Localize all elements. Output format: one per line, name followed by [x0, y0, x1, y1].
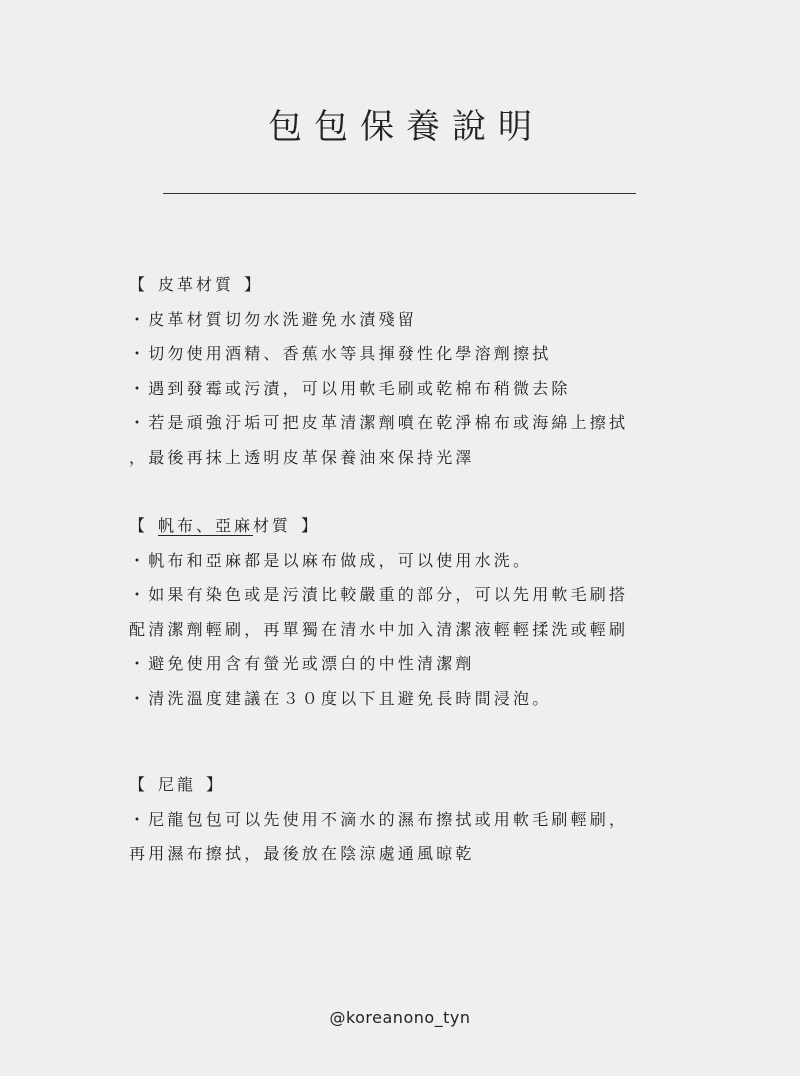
- section-nylon: [129, 768, 689, 872]
- open-bracket: 【: [129, 775, 149, 794]
- instruction-line: ・尼龍包包可以先使用不滴水的濕布擦拭或用軟毛刷輕刷，: [129, 809, 629, 829]
- close-bracket: 】: [301, 516, 321, 535]
- instruction-line: ・遇到發霉或污漬，可以用軟毛刷或乾棉布稍微去除: [129, 378, 571, 398]
- instruction-line: ・避免使用含有螢光或漂白的中性清潔劑: [129, 654, 475, 673]
- title-divider: [163, 193, 636, 194]
- section-spacer: [129, 475, 689, 509]
- instruction-line: ・帆布和亞麻都是以麻布做成，可以使用水洗。: [129, 550, 533, 570]
- section-heading-nylon: [129, 768, 689, 803]
- heading-text: 尼龍: [158, 775, 197, 794]
- heading-text: 材質: [253, 516, 292, 535]
- open-bracket: 【: [129, 516, 149, 535]
- close-bracket: 】: [244, 275, 264, 294]
- section-spacer: [129, 716, 689, 768]
- page-title: 包包保養說明: [268, 107, 544, 147]
- open-bracket: 【: [129, 275, 149, 294]
- instruction-line: ・若是頑強汙垢可把皮革清潔劑噴在乾淨棉布或海綿上擦拭: [129, 413, 629, 432]
- section-heading-canvas: [129, 509, 689, 544]
- section-heading-leather: [129, 268, 689, 303]
- instruction-line: ・皮革材質切勿水洗避免水漬殘留: [129, 309, 418, 329]
- care-instructions: [129, 268, 689, 872]
- instruction-line: ・切勿使用酒精、香蕉水等具揮發性化學溶劑擦拭: [129, 344, 552, 363]
- instruction-line: ・如果有染色或是污漬比較嚴重的部分，可以先用軟毛刷搭: [129, 585, 629, 604]
- heading-text-underlined: 帆布、亞麻: [158, 516, 254, 535]
- social-handle: @koreanono_tyn: [329, 1008, 471, 1027]
- section-leather: [129, 268, 689, 475]
- section-canvas-linen: [129, 509, 689, 716]
- instruction-line: 再用濕布擦拭，最後放在陰涼處通風晾乾: [129, 844, 475, 863]
- close-bracket: 】: [206, 775, 226, 794]
- heading-text: 皮革材質: [158, 275, 235, 294]
- instruction-line: ，最後再抹上透明皮革保養油來保持光澤: [129, 447, 475, 467]
- instruction-line: 配清潔劑輕刷，再單獨在清水中加入清潔液輕輕揉洗或輕刷: [129, 619, 629, 639]
- instruction-line: ・清洗溫度建議在３０度以下且避免長時間浸泡。: [129, 688, 552, 708]
